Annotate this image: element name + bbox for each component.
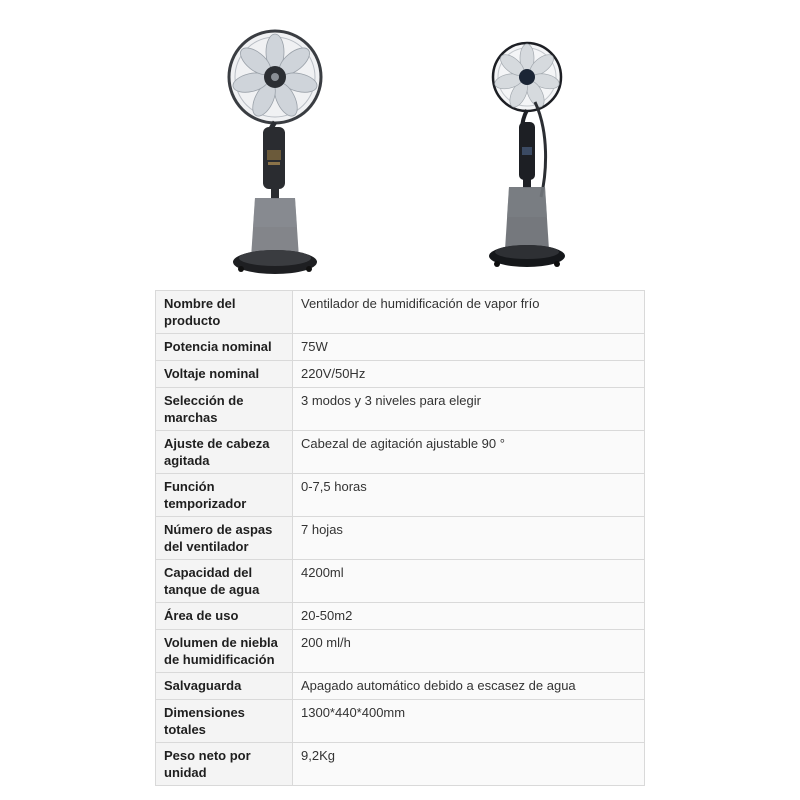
table-row [156, 474, 645, 517]
table-row [156, 743, 645, 786]
spec-label: Volumen de niebla de humidificación [156, 630, 293, 673]
standing-mist-fan-black-icon [477, 22, 587, 284]
spec-value: Cabezal de agitación ajustable 90 ° [293, 431, 645, 474]
table-row [156, 517, 645, 560]
table-row [156, 361, 645, 388]
spec-label: Ajuste de cabeza agitada [156, 431, 293, 474]
spec-label: Salvaguarda [156, 673, 293, 700]
spec-value: 9,2Kg [293, 743, 645, 786]
spec-value: 3 modos y 3 niveles para elegir [293, 388, 645, 431]
table-row [156, 291, 645, 334]
spec-label: Voltaje nominal [156, 361, 293, 388]
spec-label: Nombre del producto [156, 291, 293, 334]
spec-value: 4200ml [293, 560, 645, 603]
spec-value: 0-7,5 horas [293, 474, 645, 517]
spec-label: Potencia nominal [156, 334, 293, 361]
spec-value: 75W [293, 334, 645, 361]
spec-label: Número de aspas del ventilador [156, 517, 293, 560]
table-row [156, 630, 645, 673]
spec-value: Apagado automático debido a escasez de agua [293, 673, 645, 700]
spec-value: 1300*440*400mm [293, 700, 645, 743]
table-row [156, 388, 645, 431]
spec-value: 200 ml/h [293, 630, 645, 673]
spec-label: Función temporizador [156, 474, 293, 517]
table-row [156, 673, 645, 700]
table-row [156, 334, 645, 361]
table-row [156, 603, 645, 630]
spec-value: 7 hojas [293, 517, 645, 560]
spec-value: 20-50m2 [293, 603, 645, 630]
product-photos [155, 22, 645, 284]
table-row [156, 431, 645, 474]
spec-label: Peso neto por unidad [156, 743, 293, 786]
specs-table [155, 290, 645, 786]
spec-label: Dimensiones totales [156, 700, 293, 743]
spec-label: Capacidad del tanque de agua [156, 560, 293, 603]
spec-value: Ventilador de humidificación de vapor frío [293, 291, 645, 334]
standing-mist-fan-bronze-icon [215, 22, 335, 284]
table-row [156, 700, 645, 743]
spec-label: Selección de marchas [156, 388, 293, 431]
spec-value: 220V/50Hz [293, 361, 645, 388]
spec-label: Área de uso [156, 603, 293, 630]
table-row [156, 560, 645, 603]
